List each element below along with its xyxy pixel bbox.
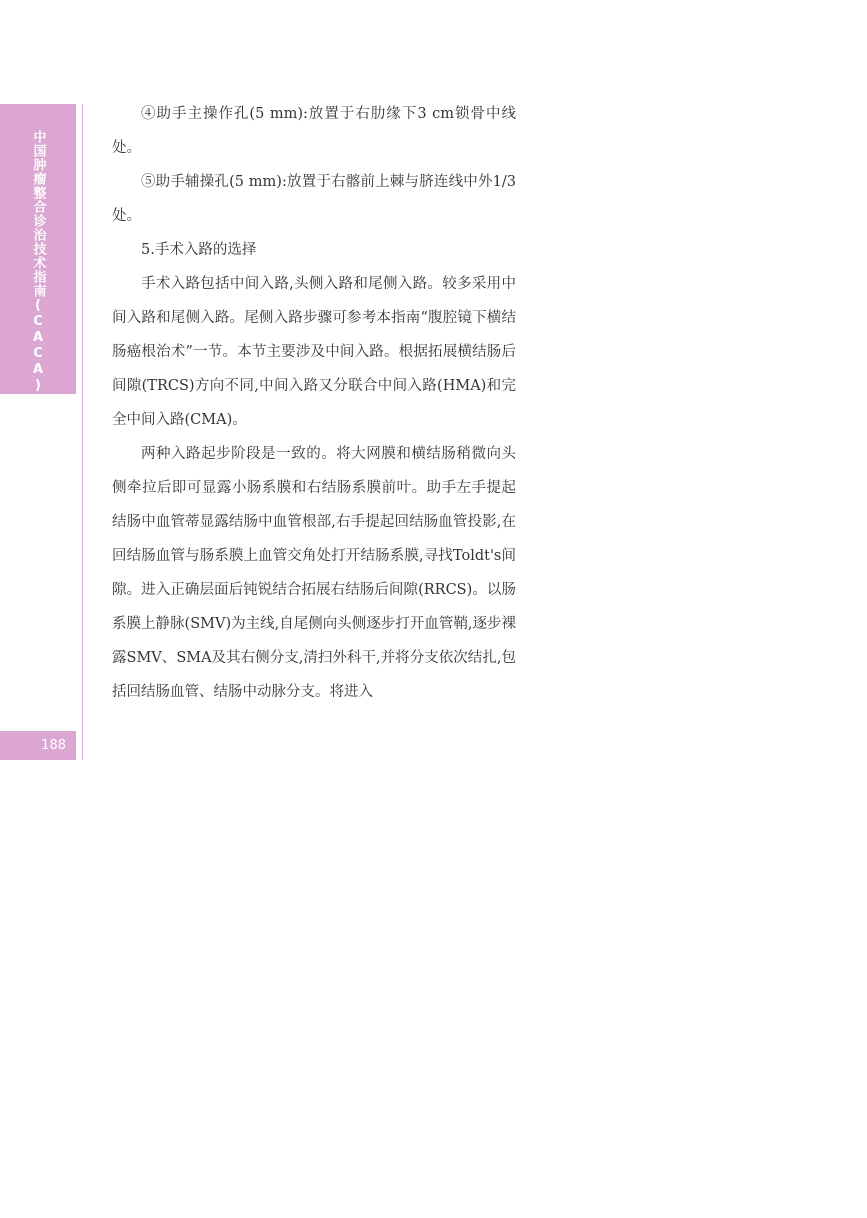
running-head-tab: [0, 104, 76, 394]
page-number: 188: [41, 738, 66, 753]
paragraph-procedure: 两种入路起步阶段是一致的。将大网膜和横结肠稍微向头侧牵拉后即可显露小肠系膜和右结肠系膜前叶。助手左手提起结肠中血管蒂显露结肠中血管根部,右手提起回结肠血管投影,在回结肠血管与肠系膜上血管交角处打开结肠系膜,寻找Toldt's间隙。进入正确层面后钝锐结合拓展右结肠后间隙(RRCS)。以肠系膜上静脉(SMV)为主线,自尾侧向头侧逐步打开血管鞘,逐步裸露SMV、SMA及其右侧分支,清扫外科干,并将分支依次结扎,包括回结肠血管、结肠中动脉分支。将进入: [112, 446, 516, 700]
body-text: [112, 97, 516, 709]
margin-rule: [82, 104, 83, 760]
paragraph-port-5: ⑤助手辅操孔(5 mm):放置于右髂前上棘与脐连线中外1/3处。: [112, 174, 516, 224]
page-number-tab: [0, 731, 76, 760]
running-head-title: 中国肿瘤整合诊治技术指南(CACA): [30, 130, 46, 394]
paragraph-approach: 手术入路包括中间入路,头侧入路和尾侧入路。较多采用中间入路和尾侧入路。尾侧入路步骤可参考本指南“腹腔镜下横结肠癌根治术”一节。本节主要涉及中间入路。根据拓展横结肠后间隙(TRCS)方向不同,中间入路又分联合中间入路(HMA)和完全中间入路(CMA)。: [112, 276, 516, 428]
section-heading: 5.手术入路的选择: [141, 242, 257, 258]
paragraph-port-4: ④助手主操作孔(5 mm):放置于右肋缘下3 cm锁骨中线处。: [112, 106, 516, 156]
